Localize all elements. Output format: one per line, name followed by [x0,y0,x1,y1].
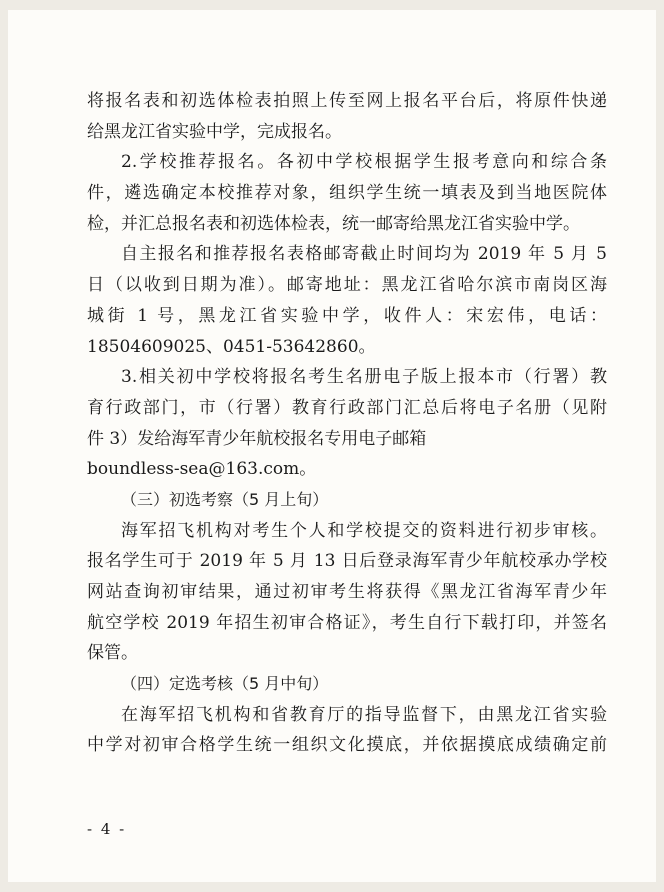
text-line: 海军招飞机构对考生个人和学校提交的资料进行初步审核。 [121,520,607,541]
paragraph-school-recommendation [87,147,607,239]
document-page [8,10,656,882]
section-heading-final-selection: （四）定选考核（5 月中旬） [121,674,329,694]
paragraph-mailing-deadline [87,239,607,362]
text-line: 育行政部门，市（行署）教育行政部门汇总后将电子名册（见附 [87,397,607,418]
paragraph-online-registration-end [87,86,607,147]
text-line: 18504609025、0451-53642860。 [87,336,376,357]
text-line: 自主报名和推荐报名表格邮寄截止时间均为 2019 年 5 月 5 [121,244,607,265]
text-line: 保管。 [87,643,138,664]
text-line: 报名学生可于 2019 年 5 月 13 日后登录海军青少年航校承办学校 [87,551,607,572]
text-line: 给黑龙江省实验中学，完成报名。 [87,121,342,142]
document-body [87,86,607,761]
paragraph-final-selection [87,700,607,761]
text-line: 网站查询初审结果，通过初审考生将获得《黑龙江省海军青少年 [87,582,607,602]
text-line: 日（以收到日期为准）。邮寄地址：黑龙江省哈尔滨市南岗区海 [87,275,607,296]
text-line: 检，并汇总报名表和初选体检表，统一邮寄给黑龙江省实验中学。 [87,213,580,234]
text-line: 2.学校推荐报名。各初中学校根据学生报考意向和综合条 [121,152,607,173]
text-line: 将报名表和初选体检表拍照上传至网上报名平台后，将原件快递 [87,91,607,111]
text-line: 中学对初审合格学生统一组织文化摸底，并依据摸底成绩确定前 [87,735,607,756]
paragraph-electronic-roster [87,362,607,485]
text-line: 3.相关初中学校将报名考生名册电子版上报本市（行署）教 [121,367,607,388]
text-line: 城街 1 号，黑龙江省实验中学，收件人：宋宏伟，电话： [87,305,607,326]
page-number: - 4 - [87,820,127,838]
paragraph-preliminary-review [87,516,607,669]
text-line: 在海军招飞机构和省教育厅的指导监督下，由黑龙江省实验 [121,704,607,725]
text-line: 件 3）发给海军青少年航校报名专用电子邮箱 [87,428,427,449]
text-line: 件，遴选确定本校推荐对象，组织学生统一填表及到当地医院体 [87,183,607,204]
section-heading-preliminary: （三）初选考察（5 月上旬） [121,489,329,509]
text-line: 航空学校 2019 年招生初审合格证》，考生自行下载打印，并签名 [87,612,607,633]
text-line: boundless-sea@163.com。 [87,459,317,480]
